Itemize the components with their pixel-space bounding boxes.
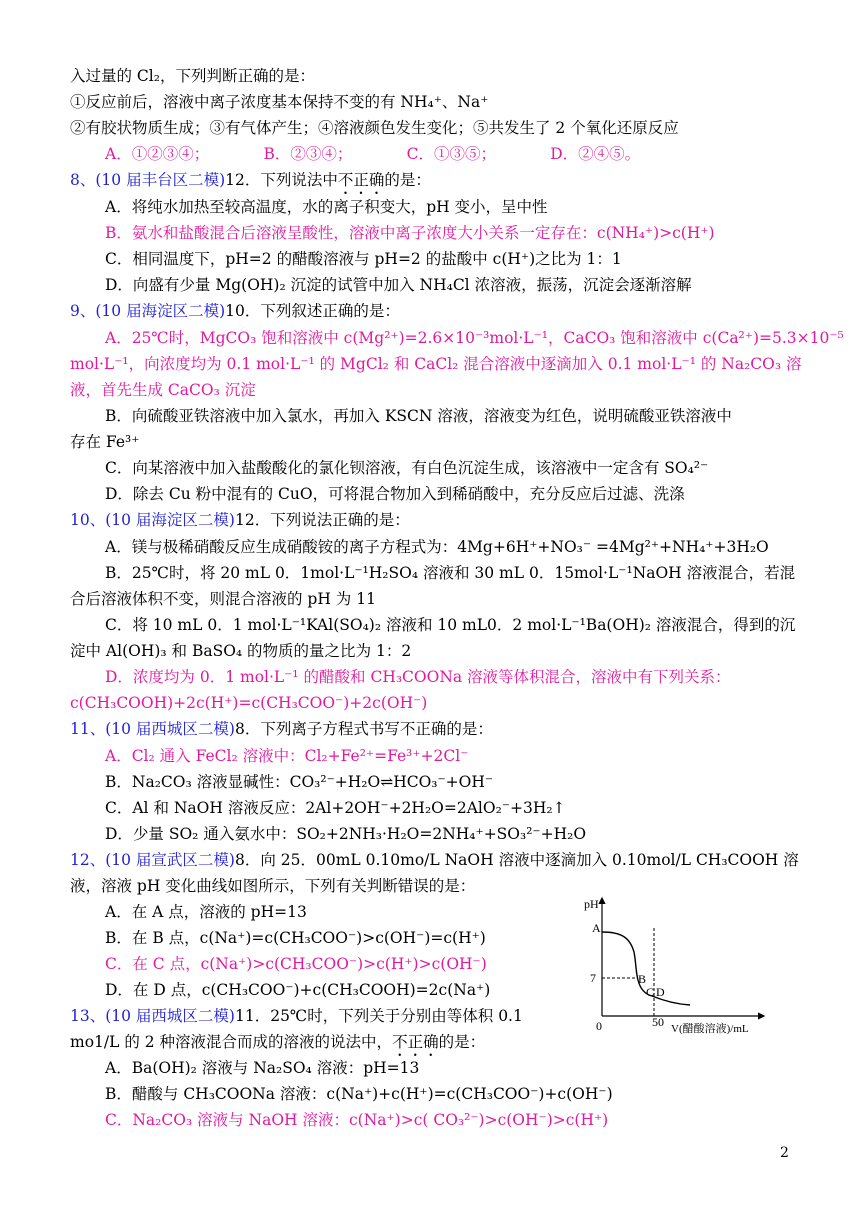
q8-stem-a: 12．下列说法中 [225, 171, 338, 189]
y-axis-label: pH [584, 897, 599, 911]
tick-50-label: 50 [652, 1015, 664, 1029]
q10-source: (10 届海淀区二模) [105, 511, 235, 529]
q11-option-d: D．少量 SO₂ 通入氨水中：SO₂+2NH₃·H₂O=2NH₄⁺+SO₃²⁻+H₂O [105, 825, 587, 843]
q11-number: 11、 [70, 720, 106, 738]
q8-source: (10 届丰台区二模) [95, 171, 226, 189]
q8-option-b: B．氨水和盐酸混合后溶液呈酸性，溶液中离子浓度大小关系一定存在：c(NH₄⁺)>c(H⁺) [105, 224, 715, 242]
q9-option-a-3: 液，首先生成 CaCO₃ 沉淀 [70, 381, 256, 399]
origin-label: 0 [596, 1019, 602, 1033]
q8-stem-emphasis: 不正确 [337, 171, 385, 189]
q12-stem-text: 8．向 25．00mL 0.10mo/L NaOH 溶液中逐滴加入 0.10mol/L CH₃COOH 溶 [234, 851, 799, 869]
q9-option-b-1: B．向硫酸亚铁溶液中加入氯水，再加入 KSCN 溶液，溶液变为红色，说明硫酸亚铁溶液中 [105, 407, 732, 425]
q12-stem [70, 850, 799, 870]
q12-option-c: C．在 C 点，c(Na⁺)>c(CH₃COO⁻)>c(H⁺)>c(OH⁻) [105, 955, 487, 973]
q8-option-d: D．向盛有少量 Mg(OH)₂ 沉淀的试管中加入 NH₄Cl 浓溶液，振荡，沉淀会逐渐溶解 [105, 276, 692, 294]
q9-source: (10 届海淀区二模) [95, 302, 226, 320]
q11-option-a: A．Cl₂ 通入 FeCl₂ 溶液中：Cl₂+Fe²⁺=Fe³⁺+2Cl⁻ [105, 747, 469, 765]
q10-option-d-2: c(CH₃COOH)+2c(H⁺)=c(CH₃COO⁻)+2c(OH⁻) [70, 694, 428, 712]
q9-stem [70, 301, 400, 321]
q9-option-a-1: A．25℃时，MgCO₃ 饱和溶液中 c(Mg²⁺)=2.6×10⁻³mol·L⁻¹，CaCO₃ 饱和溶液中 c(Ca²⁺)=5.3×10⁻⁵ [105, 329, 844, 347]
q9-number: 9、 [70, 302, 96, 320]
q12-option-b: B．在 B 点，c(Na⁺)=c(CH₃COO⁻)>c(OH⁻)=c(H⁺) [105, 929, 486, 947]
q13-option-c: C．Na₂CO₃ 溶液与 NaOH 溶液：c(Na⁺)>c( CO₃²⁻)>c(OH⁻)>c(H⁺) [105, 1111, 609, 1129]
q7-line-3: ②有胶状物质生成；③有气体产生；④溶液颜色发生变化；⑤共发生了 2 个氧化还原反应 [70, 119, 679, 137]
q13-stem [70, 1006, 523, 1026]
q12-source: (10 届宣武区二模) [105, 851, 235, 869]
q11-source: (10 届西城区二模) [105, 720, 235, 738]
tick-7-label: 7 [590, 971, 596, 985]
q12-stem-2: 液，溶液 pH 变化曲线如图所示，下列有关判断错误的是： [70, 877, 476, 895]
q9-option-c: C．向某溶液中加入盐酸酸化的氯化钡溶液，有白色沉淀生成，该溶液中一定含有 SO₄²⁻ [105, 459, 709, 477]
x-axis-label: V(醋酸溶液)/mL [671, 1023, 749, 1034]
q13-stem-a: 11．25℃时，下列关于分别由等体积 0.1 [234, 1007, 523, 1025]
point-d-label: D [656, 985, 665, 999]
q11-option-b: B．Na₂CO₃ 溶液显碱性：CO₃²⁻+H₂O⇌HCO₃⁻+OH⁻ [105, 773, 494, 791]
point-a-label: A [592, 921, 601, 935]
q13-stem-2-b: 的是： [438, 1033, 486, 1051]
q9-option-a-2: mol·L⁻¹，向浓度均为 0.1 mol·L⁻¹ 的 MgCl₂ 和 CaCl₂ 混合溶液中逐滴加入 0.1 mol·L⁻¹ 的 Na₂CO₃ 溶 [70, 355, 802, 373]
q13-number: 13、 [70, 1007, 106, 1025]
q7-options: A．①②③④； B．②③④； C．①③⑤； D．②④⑤。 [105, 145, 641, 163]
q9-stem-text: 10．下列叙述正确的是： [225, 302, 400, 320]
q11-stem [70, 719, 493, 739]
q13-option-b: B．醋酸与 CH₃COONa 溶液：c(Na⁺)+c(H⁺)=c(CH₃COO⁻)+c(OH⁻) [105, 1085, 613, 1103]
q7-line-2: ①反应前后，溶液中离子浓度基本保持不变的有 NH₄⁺、Na⁺ [70, 93, 489, 111]
q10-option-c-2: 淀中 Al(OH)₃ 和 BaSO₄ 的物质的量之比为 1：2 [70, 642, 412, 660]
point-c-label: C [646, 985, 655, 999]
q12-number: 12、 [70, 851, 106, 869]
q10-number: 10、 [70, 511, 106, 529]
q8-number: 8、 [70, 171, 96, 189]
q13-stem-2 [70, 1032, 485, 1060]
page-number: 2 [780, 1145, 789, 1161]
q13-stem-emphasis: 不正确 [392, 1033, 439, 1051]
q13-option-a: A．Ba(OH)₂ 溶液与 Na₂SO₄ 溶液：pH=13 [105, 1059, 420, 1077]
q11-stem-text: 8．下列离子方程式书写不正确的是： [234, 720, 493, 738]
q10-option-d-1: D．浓度均为 0．1 mol·L⁻¹ 的醋酸和 CH₃COONa 溶液等体积混合，溶液中有下列关系： [105, 668, 731, 686]
q12-option-d: D．在 D 点，c(CH₃COO⁻)+c(CH₃COOH)=2c(Na⁺) [105, 981, 491, 999]
q10-option-c-1: C．将 10 mL 0．1 mol·L⁻¹KAl(SO₄)₂ 溶液和 10 mL0．2 mol·L⁻¹Ba(OH)₂ 溶液混合，得到的沉 [105, 616, 796, 634]
q9-option-b-2: 存在 Fe³⁺ [70, 433, 140, 451]
q13-source: (10 届西城区二模) [105, 1007, 235, 1025]
q11-option-c: C．Al 和 NaOH 溶液反应：2Al+2OH⁻+2H₂O=2AlO₂⁻+3H₂↑ [105, 799, 566, 817]
q10-stem-text: 12．下列说法正确的是： [234, 511, 410, 529]
q8-stem-b: 的是： [384, 171, 431, 189]
q8-option-c: C．相同温度下，pH=2 的醋酸溶液与 pH=2 的盐酸中 c(H⁺)之比为 1：1 [105, 250, 622, 268]
q12-option-a: A．在 A 点，溶液的 pH=13 [105, 903, 307, 921]
q13-stem-2-a: mo1/L 的 2 种溶液混合而成的溶液的说法中， [70, 1033, 393, 1051]
q10-stem [70, 510, 410, 530]
q10-option-a: A．镁与极稀硝酸反应生成硝酸铵的离子方程式为：4Mg+6H⁺+NO₃⁻ =4Mg²⁺+NH₄⁺+3H₂O [105, 538, 769, 556]
q10-option-b-2: 合后溶液体积不变，则混合溶液的 pH 为 11 [70, 590, 376, 608]
point-b-label: B [638, 972, 647, 986]
q8-stem [70, 170, 431, 198]
titration-curve-graph [578, 892, 768, 1034]
q10-option-b-1: B．25℃时，将 20 mL 0．1mol·L⁻¹H₂SO₄ 溶液和 30 mL 0．15mol·L⁻¹NaOH 溶液混合，若混 [105, 564, 796, 582]
q7-line-1: 入过量的 Cl₂，下列判断正确的是： [70, 67, 315, 85]
q9-option-d: D．除去 Cu 粉中混有的 CuO，可将混合物加入到稀硝酸中，充分反应后过滤、洗涤 [105, 485, 685, 503]
q8-option-a: A．将纯水加热至较高温度，水的离子积变大，pH 变小，呈中性 [105, 198, 548, 216]
